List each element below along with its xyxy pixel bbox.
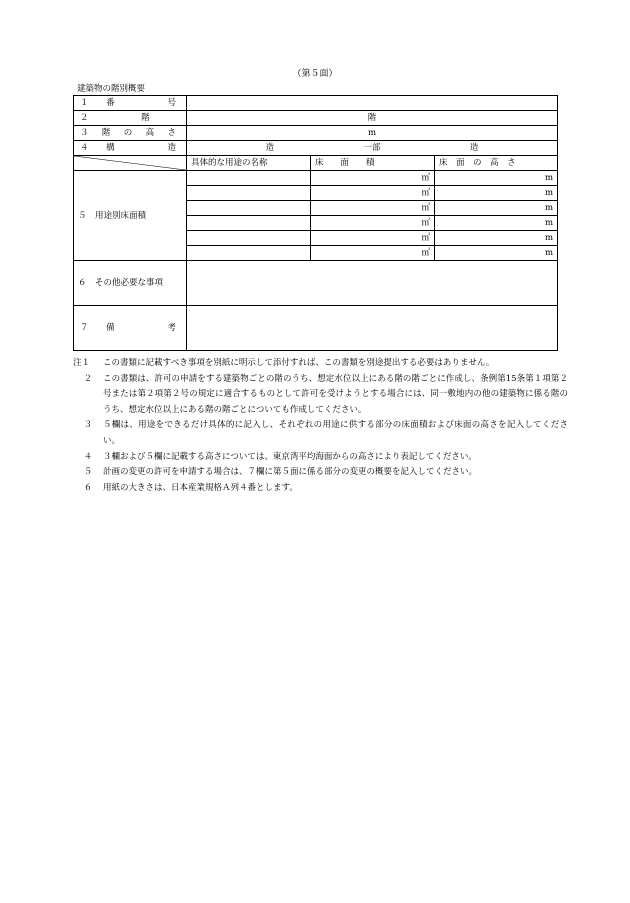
area-field[interactable]	[311, 171, 435, 186]
header-floor-area: 床 面 積	[311, 156, 435, 171]
height-field[interactable]	[435, 246, 558, 261]
row-floor	[74, 111, 558, 126]
use-name-field[interactable]	[187, 171, 311, 186]
sqm-unit: ㎡	[421, 233, 430, 243]
use-name-field[interactable]	[187, 231, 311, 246]
height-field[interactable]	[435, 171, 558, 186]
label-remarks: ７ 備 考	[74, 306, 187, 351]
section-title: 建築物の階別概要	[77, 84, 146, 94]
structure-field[interactable]	[187, 141, 558, 156]
label-floor-height: ３ 階 の 高 さ	[74, 126, 187, 141]
structure-main: 造	[265, 143, 275, 153]
note-item: ４ ３欄および５欄に記載する高さについては、東京湾平均海面からの高さにより表記してください。	[83, 451, 477, 462]
row-floor-height	[74, 126, 558, 141]
row-number	[74, 96, 558, 111]
meter-unit: m	[544, 233, 553, 243]
meter-unit: m	[544, 188, 553, 198]
header-floor-height: 床 面 の 高 さ	[435, 156, 558, 171]
sqm-unit: ㎡	[421, 218, 430, 228]
height-field[interactable]	[435, 231, 558, 246]
structure-partial-label: 一部	[363, 143, 381, 153]
meter-unit: m	[544, 173, 553, 183]
diagonal-cell	[74, 156, 187, 171]
structure-partial: 造	[469, 143, 479, 153]
note-item: ５ 計画の変更の許可を申請する場合は、７欄に第５面に係る部分の変更の概要を記入してください。	[83, 467, 478, 478]
floor-summary-table	[73, 95, 558, 351]
other-field[interactable]	[187, 261, 558, 306]
area-field[interactable]	[311, 246, 435, 261]
meter-unit: m	[544, 203, 553, 213]
sqm-unit: ㎡	[421, 188, 430, 198]
header-use-name: 具体的な用途の名称	[187, 156, 311, 171]
meter-unit: m	[544, 218, 553, 228]
floor-height-field[interactable]	[187, 126, 558, 141]
sqm-unit: ㎡	[421, 203, 430, 213]
label-number: １ 番 号	[74, 96, 187, 111]
row-remarks	[74, 306, 558, 351]
area-field[interactable]	[311, 231, 435, 246]
note-item: ２ この書類は、許可の申請をする建築物ごとの階のうち、想定水位以上にある階の階ごとに作成し、条例第15条第１項第２号または第２項第２号の規定に適合するものとして許可を受けようとする場合には、同一敷地内の他の建築物に係る階のうち、想定水位以上にある階の階ごとについても作成してください。	[83, 373, 568, 415]
height-field[interactable]	[435, 186, 558, 201]
sqm-unit: ㎡	[421, 173, 430, 183]
row-use-header	[74, 156, 558, 171]
sqm-unit: ㎡	[421, 248, 430, 258]
label-floor: ２ 階	[74, 111, 187, 126]
notes	[73, 356, 568, 496]
area-field[interactable]	[311, 186, 435, 201]
meter-unit: m	[544, 248, 553, 258]
height-field[interactable]	[435, 201, 558, 216]
area-field[interactable]	[311, 216, 435, 231]
row-other	[74, 261, 558, 306]
use-name-field[interactable]	[187, 201, 311, 216]
label-structure: ４ 構 造	[74, 141, 187, 156]
height-field[interactable]	[435, 216, 558, 231]
use-name-field[interactable]	[187, 186, 311, 201]
label-use-area: ５ 用途別床面積	[74, 171, 187, 261]
remarks-field[interactable]	[187, 306, 558, 351]
note-item: ６ 用紙の大きさは、日本産業規格Ａ列４番とします。	[83, 482, 298, 493]
note-item: ３ ５欄は、用途をできるだけ具体的に記入し、それぞれの用途に供する部分の床面積および床面の高さを記入してください。	[83, 420, 568, 446]
number-field[interactable]	[187, 96, 558, 111]
use-row	[74, 171, 558, 186]
page-header: （第５面）	[292, 69, 338, 79]
use-name-field[interactable]	[187, 216, 311, 231]
label-other: ６ その他必要な事項	[74, 261, 187, 306]
meter-unit: m	[367, 128, 377, 138]
use-name-field[interactable]	[187, 246, 311, 261]
floor-unit: 階	[367, 113, 377, 123]
row-structure	[74, 141, 558, 156]
floor-field[interactable]	[187, 111, 558, 126]
note-item: 注１ この書類に記載すべき事項を別紙に明示して添付すれば、この書類を別途提出する必要はありません。	[73, 358, 495, 368]
area-field[interactable]	[311, 201, 435, 216]
